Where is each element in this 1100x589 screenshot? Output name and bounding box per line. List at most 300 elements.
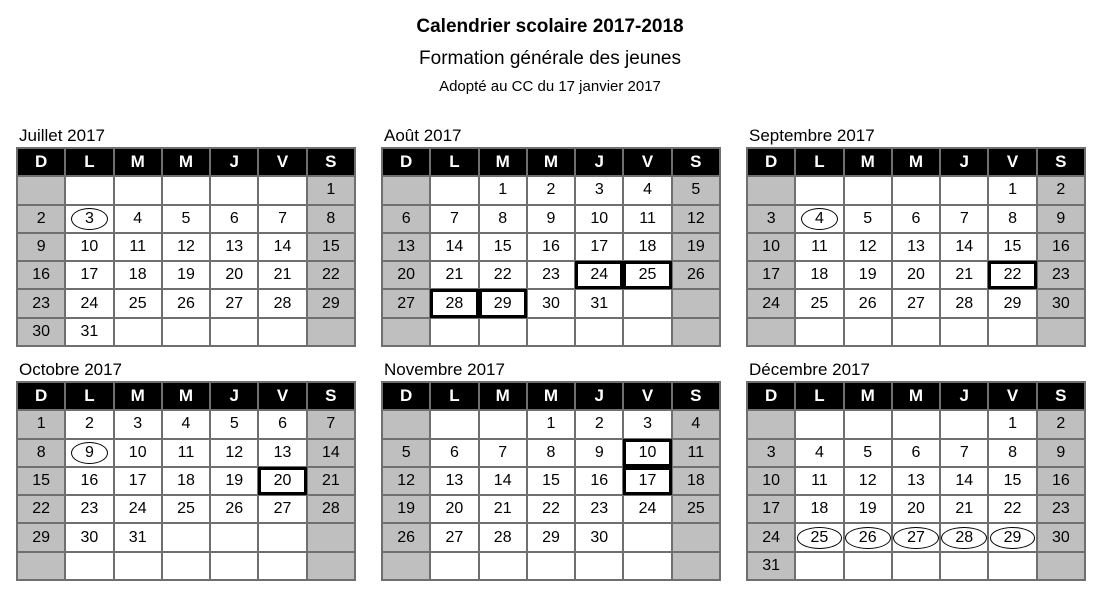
week-row <box>382 467 720 495</box>
weekday-header: M <box>527 382 575 410</box>
day-cell: 21 <box>430 261 478 289</box>
day-cell <box>747 176 795 204</box>
day-cell <box>65 205 113 233</box>
week-row <box>382 410 720 438</box>
week-row <box>382 552 720 580</box>
week-row <box>17 289 355 317</box>
day-cell: 12 <box>210 439 258 467</box>
day-cell: 30 <box>575 523 623 551</box>
day-cell: 23 <box>17 289 65 317</box>
day-cell: 17 <box>623 467 671 495</box>
day-cell <box>940 552 988 580</box>
day-cell: 1 <box>988 176 1036 204</box>
week-row <box>17 552 355 580</box>
weekday-header: S <box>1037 382 1085 410</box>
day-cell: 24 <box>65 289 113 317</box>
day-cell: 20 <box>892 261 940 289</box>
day-cell: 24 <box>747 523 795 551</box>
day-cell: 18 <box>114 261 162 289</box>
circled-day: 28 <box>941 527 987 549</box>
weekday-header: V <box>258 148 306 176</box>
day-cell: 16 <box>65 467 113 495</box>
weekday-header: J <box>940 148 988 176</box>
day-cell: 24 <box>575 261 623 289</box>
day-cell <box>479 552 527 580</box>
weekday-header: M <box>162 382 210 410</box>
day-cell: 23 <box>527 261 575 289</box>
calendar-grid <box>746 147 1086 347</box>
day-cell: 14 <box>307 439 355 467</box>
day-cell <box>258 176 306 204</box>
day-cell <box>892 318 940 346</box>
week-row <box>747 205 1085 233</box>
day-cell: 2 <box>527 176 575 204</box>
day-cell: 18 <box>795 495 843 523</box>
day-cell: 8 <box>17 439 65 467</box>
calendar-grid <box>16 381 356 581</box>
day-cell: 6 <box>892 439 940 467</box>
day-cell: 6 <box>210 205 258 233</box>
day-cell: 30 <box>65 523 113 551</box>
day-cell: 3 <box>623 410 671 438</box>
day-cell: 28 <box>307 495 355 523</box>
day-cell <box>114 318 162 346</box>
month-label: Septembre 2017 <box>749 126 875 145</box>
weekday-header: J <box>210 148 258 176</box>
month-calendar-august <box>381 125 721 347</box>
day-cell: 20 <box>892 495 940 523</box>
day-cell: 14 <box>940 233 988 261</box>
day-cell: 30 <box>527 289 575 317</box>
day-cell: 5 <box>672 176 720 204</box>
day-cell <box>162 176 210 204</box>
day-cell: 29 <box>527 523 575 551</box>
weekday-header: L <box>795 382 843 410</box>
day-cell: 13 <box>430 467 478 495</box>
page-subtitle: Formation générale des jeunes <box>419 48 681 69</box>
day-cell <box>623 289 671 317</box>
day-cell: 10 <box>747 467 795 495</box>
day-cell <box>527 552 575 580</box>
day-cell: 14 <box>479 467 527 495</box>
day-cell: 11 <box>795 467 843 495</box>
calendar-grid <box>746 381 1086 581</box>
day-cell: 7 <box>430 205 478 233</box>
day-cell <box>382 410 430 438</box>
circled-day: 27 <box>893 527 939 549</box>
day-cell: 20 <box>430 495 478 523</box>
day-cell: 26 <box>382 523 430 551</box>
day-cell <box>430 176 478 204</box>
day-cell: 22 <box>527 495 575 523</box>
day-cell: 3 <box>747 205 795 233</box>
week-row <box>747 495 1085 523</box>
week-row <box>747 261 1085 289</box>
day-cell: 4 <box>162 410 210 438</box>
day-cell: 27 <box>892 289 940 317</box>
day-cell: 17 <box>114 467 162 495</box>
day-cell: 10 <box>747 233 795 261</box>
day-cell: 25 <box>795 289 843 317</box>
weekday-header: M <box>892 148 940 176</box>
day-cell <box>162 552 210 580</box>
day-cell: 27 <box>210 289 258 317</box>
day-cell: 1 <box>479 176 527 204</box>
day-cell <box>162 523 210 551</box>
day-cell <box>892 410 940 438</box>
day-cell: 1 <box>988 410 1036 438</box>
day-cell: 5 <box>210 410 258 438</box>
day-cell: 23 <box>575 495 623 523</box>
day-cell: 10 <box>575 205 623 233</box>
weekday-header: L <box>795 148 843 176</box>
weekday-header: V <box>623 148 671 176</box>
day-cell: 15 <box>988 467 1036 495</box>
day-cell <box>258 552 306 580</box>
day-cell <box>1037 552 1085 580</box>
weekday-header: S <box>307 382 355 410</box>
day-cell: 21 <box>940 261 988 289</box>
day-cell: 6 <box>382 205 430 233</box>
day-cell: 19 <box>844 495 892 523</box>
day-cell: 2 <box>1037 176 1085 204</box>
day-cell <box>844 410 892 438</box>
week-row <box>382 289 720 317</box>
day-cell <box>430 410 478 438</box>
circled-day: 25 <box>797 527 843 549</box>
day-cell: 9 <box>527 205 575 233</box>
day-cell <box>430 552 478 580</box>
page-title: Calendrier scolaire 2017-2018 <box>416 16 684 37</box>
day-cell: 14 <box>430 233 478 261</box>
week-row <box>17 410 355 438</box>
day-cell: 7 <box>307 410 355 438</box>
week-row <box>382 233 720 261</box>
week-row <box>747 552 1085 580</box>
day-cell: 22 <box>988 261 1036 289</box>
week-row <box>747 176 1085 204</box>
week-row <box>747 467 1085 495</box>
day-cell <box>527 318 575 346</box>
day-cell: 13 <box>210 233 258 261</box>
day-cell <box>844 318 892 346</box>
day-cell: 13 <box>258 439 306 467</box>
day-cell <box>940 410 988 438</box>
calendar-grid <box>381 381 721 581</box>
day-cell <box>307 523 355 551</box>
day-cell <box>844 523 892 551</box>
day-cell: 11 <box>162 439 210 467</box>
day-cell <box>258 318 306 346</box>
day-cell: 18 <box>162 467 210 495</box>
week-row <box>747 439 1085 467</box>
day-cell: 24 <box>114 495 162 523</box>
day-cell: 25 <box>114 289 162 317</box>
day-cell <box>795 552 843 580</box>
day-cell <box>307 318 355 346</box>
weekday-header: D <box>747 148 795 176</box>
day-cell: 20 <box>210 261 258 289</box>
day-cell: 6 <box>430 439 478 467</box>
day-cell <box>307 552 355 580</box>
day-cell: 13 <box>892 467 940 495</box>
day-cell: 29 <box>479 289 527 317</box>
day-cell: 17 <box>747 261 795 289</box>
day-cell: 28 <box>479 523 527 551</box>
day-cell: 14 <box>258 233 306 261</box>
week-row <box>382 439 720 467</box>
weekday-header: D <box>17 148 65 176</box>
month-label: Août 2017 <box>384 126 462 145</box>
day-cell: 26 <box>672 261 720 289</box>
day-cell <box>988 523 1036 551</box>
day-cell: 11 <box>114 233 162 261</box>
day-cell: 19 <box>844 261 892 289</box>
day-cell: 4 <box>114 205 162 233</box>
day-cell: 17 <box>575 233 623 261</box>
day-cell: 16 <box>1037 467 1085 495</box>
week-row <box>382 176 720 204</box>
day-cell: 31 <box>65 318 113 346</box>
day-cell: 29 <box>17 523 65 551</box>
day-cell: 18 <box>672 467 720 495</box>
day-cell: 11 <box>623 205 671 233</box>
day-cell: 5 <box>844 205 892 233</box>
day-cell: 22 <box>988 495 1036 523</box>
day-cell: 14 <box>940 467 988 495</box>
month-label: Novembre 2017 <box>384 360 505 379</box>
weekday-header: J <box>940 382 988 410</box>
weekday-header: J <box>575 148 623 176</box>
week-row <box>747 318 1085 346</box>
week-row <box>382 495 720 523</box>
weekday-header: V <box>258 382 306 410</box>
day-cell <box>65 552 113 580</box>
day-cell: 25 <box>672 495 720 523</box>
day-cell: 28 <box>258 289 306 317</box>
week-row <box>747 410 1085 438</box>
day-cell: 19 <box>210 467 258 495</box>
day-cell: 30 <box>17 318 65 346</box>
month-label: Octobre 2017 <box>19 360 123 379</box>
calendar-grid <box>381 147 721 347</box>
day-cell: 26 <box>210 495 258 523</box>
day-cell <box>65 439 113 467</box>
week-row <box>747 523 1085 551</box>
month-label: Juillet 2017 <box>19 126 106 145</box>
day-cell: 6 <box>258 410 306 438</box>
day-cell <box>747 410 795 438</box>
day-cell <box>17 552 65 580</box>
day-cell: 8 <box>479 205 527 233</box>
day-cell: 16 <box>575 467 623 495</box>
day-cell: 2 <box>575 410 623 438</box>
week-row <box>382 205 720 233</box>
day-cell <box>795 523 843 551</box>
day-cell <box>65 176 113 204</box>
day-cell <box>672 318 720 346</box>
day-cell <box>114 552 162 580</box>
week-row <box>747 233 1085 261</box>
day-cell: 7 <box>940 205 988 233</box>
day-cell: 25 <box>623 261 671 289</box>
day-cell: 12 <box>382 467 430 495</box>
week-row <box>17 439 355 467</box>
day-cell: 3 <box>114 410 162 438</box>
month-calendar-july <box>16 125 356 347</box>
day-cell <box>844 176 892 204</box>
day-cell: 16 <box>527 233 575 261</box>
day-cell <box>430 318 478 346</box>
day-cell: 19 <box>382 495 430 523</box>
weekday-header: D <box>382 148 430 176</box>
month-calendar-october <box>16 359 356 581</box>
day-cell: 7 <box>940 439 988 467</box>
circled-day: 4 <box>801 208 838 230</box>
day-cell: 8 <box>988 205 1036 233</box>
day-cell <box>258 523 306 551</box>
day-cell <box>479 410 527 438</box>
day-cell: 7 <box>479 439 527 467</box>
day-cell <box>795 410 843 438</box>
circled-day: 9 <box>71 442 108 464</box>
day-cell: 5 <box>162 205 210 233</box>
day-cell: 30 <box>1037 289 1085 317</box>
day-cell: 1 <box>527 410 575 438</box>
day-cell: 2 <box>65 410 113 438</box>
day-cell: 2 <box>1037 410 1085 438</box>
weekday-header: V <box>623 382 671 410</box>
day-cell: 10 <box>114 439 162 467</box>
day-cell: 21 <box>479 495 527 523</box>
day-cell: 23 <box>65 495 113 523</box>
day-cell: 15 <box>17 467 65 495</box>
day-cell: 5 <box>382 439 430 467</box>
day-cell <box>17 176 65 204</box>
day-cell: 12 <box>844 233 892 261</box>
weekday-header: M <box>162 148 210 176</box>
week-row <box>747 289 1085 317</box>
weekday-header: M <box>479 148 527 176</box>
day-cell: 10 <box>623 439 671 467</box>
day-cell: 12 <box>162 233 210 261</box>
week-row <box>382 523 720 551</box>
weekday-header: S <box>672 148 720 176</box>
day-cell: 27 <box>430 523 478 551</box>
day-cell: 31 <box>575 289 623 317</box>
day-cell: 26 <box>162 289 210 317</box>
week-row <box>17 318 355 346</box>
day-cell: 9 <box>575 439 623 467</box>
day-cell: 13 <box>382 233 430 261</box>
weekday-header: M <box>114 382 162 410</box>
day-cell <box>479 318 527 346</box>
day-cell <box>892 552 940 580</box>
day-cell: 11 <box>672 439 720 467</box>
week-row <box>17 233 355 261</box>
month-calendar-december <box>746 359 1086 581</box>
day-cell <box>672 289 720 317</box>
day-cell <box>940 523 988 551</box>
day-cell: 7 <box>258 205 306 233</box>
weekday-header: S <box>672 382 720 410</box>
week-row <box>17 261 355 289</box>
day-cell: 8 <box>527 439 575 467</box>
day-cell <box>623 523 671 551</box>
day-cell: 31 <box>114 523 162 551</box>
month-calendar-november <box>381 359 721 581</box>
day-cell: 4 <box>672 410 720 438</box>
day-cell <box>575 318 623 346</box>
day-cell <box>382 552 430 580</box>
day-cell: 10 <box>65 233 113 261</box>
day-cell: 8 <box>988 439 1036 467</box>
day-cell <box>623 552 671 580</box>
weekday-header: D <box>382 382 430 410</box>
day-cell <box>844 552 892 580</box>
day-cell: 2 <box>17 205 65 233</box>
day-cell <box>210 523 258 551</box>
day-cell: 24 <box>747 289 795 317</box>
day-cell: 6 <box>892 205 940 233</box>
day-cell <box>1037 318 1085 346</box>
circled-day: 26 <box>845 527 891 549</box>
day-cell: 29 <box>307 289 355 317</box>
day-cell: 15 <box>479 233 527 261</box>
day-cell: 28 <box>940 289 988 317</box>
day-cell: 20 <box>382 261 430 289</box>
weekday-header: M <box>844 148 892 176</box>
weekday-header: M <box>527 148 575 176</box>
weekday-header: L <box>430 148 478 176</box>
day-cell: 15 <box>307 233 355 261</box>
day-cell <box>940 176 988 204</box>
day-cell <box>672 552 720 580</box>
day-cell: 4 <box>623 176 671 204</box>
day-cell <box>382 176 430 204</box>
day-cell: 28 <box>430 289 478 317</box>
day-cell: 21 <box>258 261 306 289</box>
day-cell: 9 <box>1037 439 1085 467</box>
day-cell: 9 <box>1037 205 1085 233</box>
day-cell <box>892 523 940 551</box>
day-cell <box>114 176 162 204</box>
weekday-header: L <box>65 382 113 410</box>
day-cell: 26 <box>844 289 892 317</box>
weekday-header: S <box>307 148 355 176</box>
weekday-header: D <box>747 382 795 410</box>
adoption-note: Adopté au CC du 17 janvier 2017 <box>439 78 661 95</box>
day-cell: 21 <box>307 467 355 495</box>
weekday-header: M <box>844 382 892 410</box>
weekday-header: M <box>892 382 940 410</box>
day-cell <box>382 318 430 346</box>
week-row <box>17 176 355 204</box>
day-cell <box>672 523 720 551</box>
day-cell: 17 <box>747 495 795 523</box>
day-cell: 20 <box>258 467 306 495</box>
day-cell: 31 <box>747 552 795 580</box>
day-cell <box>747 318 795 346</box>
week-row <box>17 205 355 233</box>
day-cell: 16 <box>17 261 65 289</box>
day-cell <box>795 205 843 233</box>
weekday-header: J <box>210 382 258 410</box>
week-row <box>17 495 355 523</box>
month-label: Décembre 2017 <box>749 360 870 379</box>
day-cell: 5 <box>844 439 892 467</box>
day-cell: 27 <box>382 289 430 317</box>
